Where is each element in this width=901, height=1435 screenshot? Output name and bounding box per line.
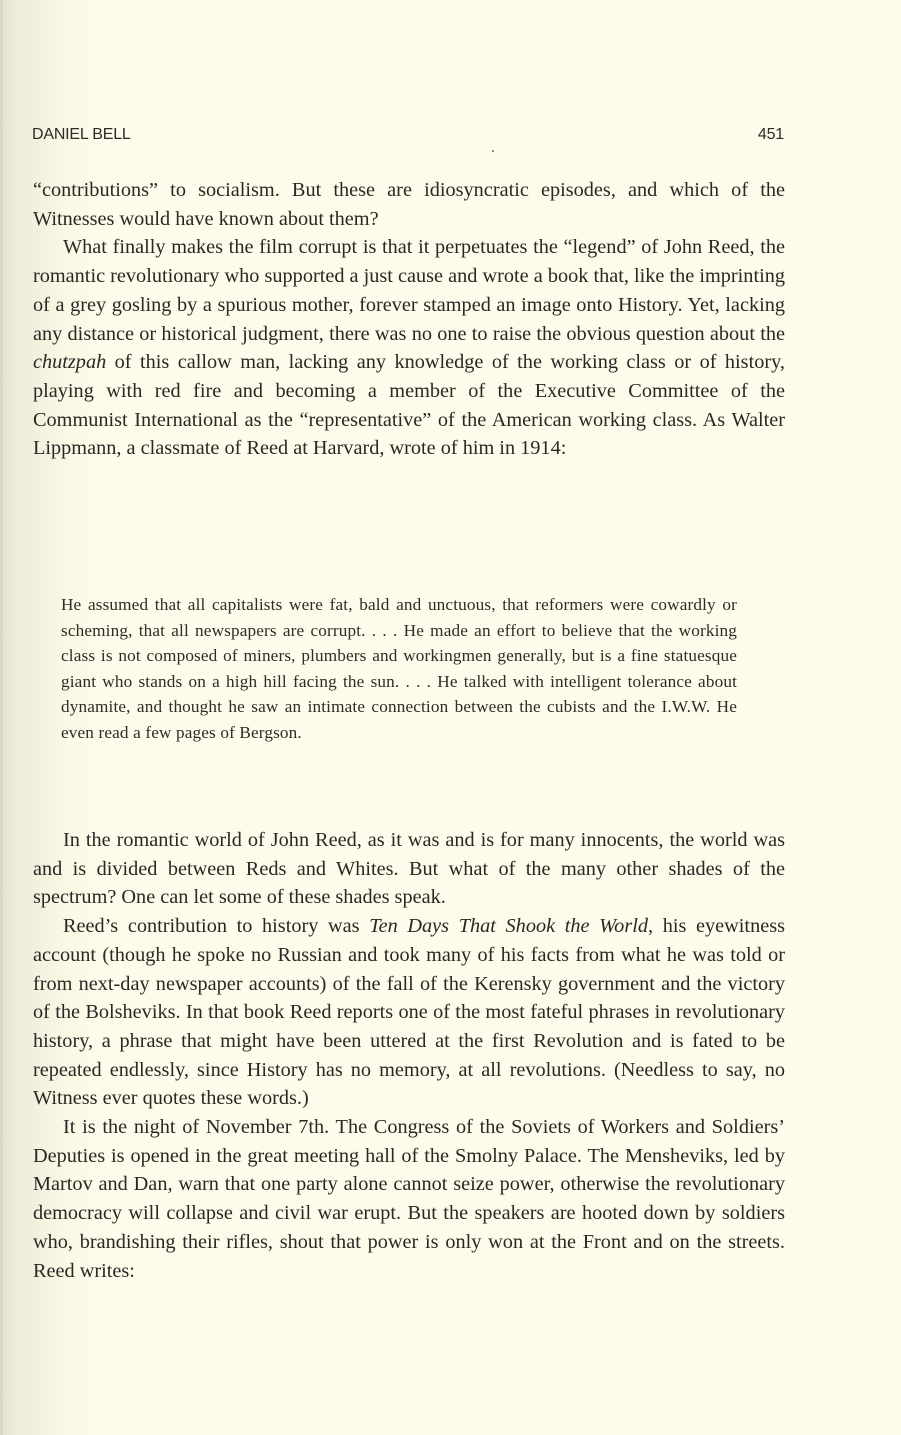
paragraph-5	[33, 1113, 785, 1285]
paragraph-text: Reed’s contribution to history was	[63, 915, 370, 938]
paragraph-2	[33, 233, 785, 463]
print-speck	[492, 150, 494, 152]
paragraph-text: of this callow man, lacking any knowledge of the working class or of history, playing with red fire and becoming a member of the Executive Committee of the Communist International as the “representative” of the American working class. As Walter Lippmann, a classmate of Reed at Harvard, wrote of him in 1914:	[33, 351, 785, 460]
paragraph-text: In the romantic world of John Reed, as it was and is for many innocents, the world was and is divided between Reds and Whites. But what of the many other shades of the spectrum? One can let some of these shades speak.	[33, 829, 785, 909]
paragraph-1	[33, 176, 785, 233]
running-head-author: DANIEL BELL	[32, 126, 131, 143]
paragraph-4	[33, 912, 785, 1113]
paragraph-text: It is the night of November 7th. The Congress of the Soviets of Workers and Soldiers’ Deputies is opened in the great meeting hall of the Smolny Palace. The Mensheviks, led by Martov and Dan, warn that one party alone cannot seize power, otherwise the revolutionary democracy will collapse and civil war erupt. But the speakers are hooted down by soldiers who, brandishing their rifles, shout that power is only won at the Front and on the streets. Reed writes:	[33, 1116, 785, 1282]
block-quote-text: He assumed that all capitalists were fat, bald and unctuous, that reformers were cowardly or scheming, that all newspapers are corrupt. . . . He made an effort to believe that the working class is not composed of miners, plumbers and workingmen generally, but is a fine statuesque giant who stands on a high hill facing the sun. . . . He talked with intelligent tolerance about dynamite, and thought he saw an intimate connection between the cubists and the I.W.W. He even read a few pages of Bergson.	[61, 595, 737, 742]
body-text-bottom	[33, 826, 785, 1285]
paragraph-text: , his eyewitness account (though he spoke no Russian and took many of his facts from what he was told or from next-day newspaper accounts) of the fall of the Kerensky government and the victory of the Bolsheviks. In that book Reed reports one of the most fateful phrases in revolutionary history, a phrase that might have been uttered at the first Revolution and is fated to be repeated endlessly, since History has no memory, at all revolutions. (Needless to say, no Witness ever quotes these words.)	[33, 915, 785, 1110]
block-quote-lippmann	[61, 592, 737, 746]
running-head	[32, 126, 784, 148]
paragraph-3	[33, 826, 785, 912]
italic-title-text: chutzpah	[33, 351, 107, 374]
paragraph-text: “contributions” to socialism. But these are idiosyncratic episodes, and which of the Witnesses would have known about them?	[33, 179, 785, 230]
paragraph-text: What finally makes the film corrupt is that it perpetuates the “legend” of John Reed, the romantic revolutionary who supported a just cause and wrote a book that, like the imprinting of a grey gosling by a spurious mother, forever stamped an image onto History. Yet, lacking any distance or historical judgment, there was no one to raise the obvious question about the	[33, 236, 785, 345]
page-gutter-edge	[0, 0, 3, 1435]
body-text-top	[33, 176, 785, 463]
italic-title-text: Ten Days That Shook the World	[369, 915, 648, 938]
page-number: 451	[757, 126, 784, 143]
